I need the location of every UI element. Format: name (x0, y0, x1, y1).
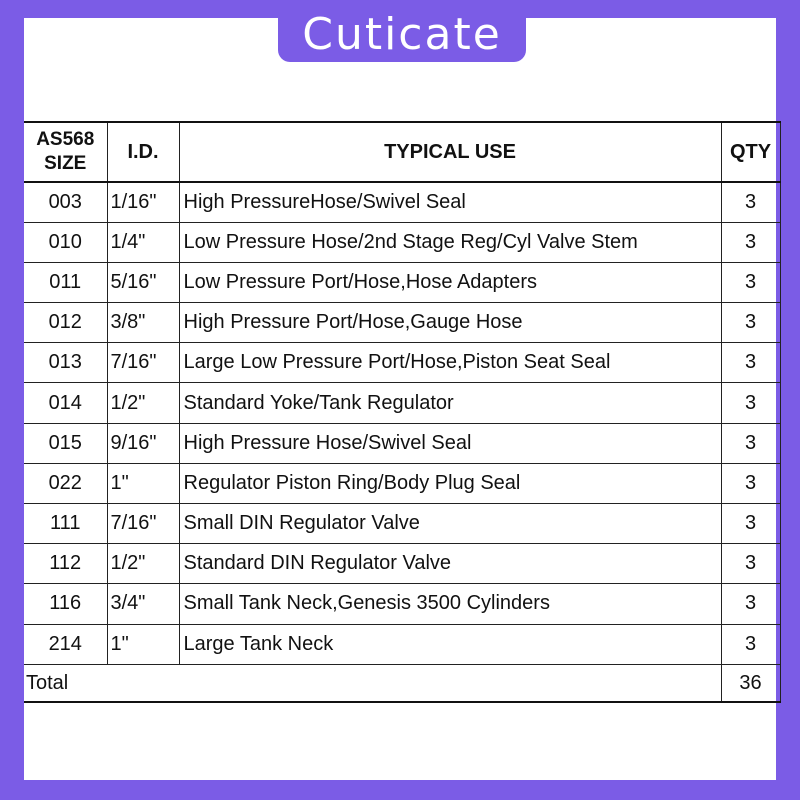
header-size-line2: SIZE (44, 153, 87, 174)
qty-cell: 3 (721, 222, 780, 262)
table-row (24, 303, 780, 343)
use-cell: Small Tank Neck,Genesis 3500 Cylinders (179, 584, 721, 624)
size-cell: 012 (24, 303, 107, 343)
table-row (24, 182, 780, 222)
table-row (24, 504, 780, 544)
size-cell: 022 (24, 463, 107, 503)
size-cell: 011 (24, 262, 107, 302)
use-cell: Large Low Pressure Port/Hose,Piston Seat Seal (179, 343, 721, 383)
id-cell: 3/4" (107, 584, 179, 624)
use-cell: Low Pressure Port/Hose,Hose Adapters (179, 262, 721, 302)
total-blank-cell (107, 664, 179, 702)
qty-cell: 3 (721, 182, 780, 222)
qty-cell: 3 (721, 303, 780, 343)
header-qty: QTY (721, 122, 780, 182)
total-label: Total (24, 664, 107, 702)
size-cell: 014 (24, 383, 107, 423)
qty-cell: 3 (721, 624, 780, 664)
size-cell: 003 (24, 182, 107, 222)
qty-cell: 3 (721, 423, 780, 463)
table-row (24, 262, 780, 302)
table-row (24, 383, 780, 423)
size-cell: 015 (24, 423, 107, 463)
use-cell: Large Tank Neck (179, 624, 721, 664)
table-header-row (24, 122, 780, 182)
id-cell: 1" (107, 463, 179, 503)
qty-cell: 3 (721, 544, 780, 584)
use-cell: Regulator Piston Ring/Body Plug Seal (179, 463, 721, 503)
total-qty: 36 (721, 664, 780, 702)
use-cell: High Pressure Port/Hose,Gauge Hose (179, 303, 721, 343)
table-row (24, 584, 780, 624)
table-row (24, 222, 780, 262)
total-row (24, 664, 780, 702)
size-cell: 013 (24, 343, 107, 383)
qty-cell: 3 (721, 584, 780, 624)
use-cell: Low Pressure Hose/2nd Stage Reg/Cyl Valve Stem (179, 222, 721, 262)
total-blank-cell (179, 664, 721, 702)
id-cell: 1/2" (107, 544, 179, 584)
table-row (24, 423, 780, 463)
id-cell: 7/16" (107, 343, 179, 383)
table-row (24, 624, 780, 664)
table-row (24, 463, 780, 503)
use-cell: Standard DIN Regulator Valve (179, 544, 721, 584)
qty-cell: 3 (721, 262, 780, 302)
id-cell: 9/16" (107, 423, 179, 463)
size-cell: 112 (24, 544, 107, 584)
use-cell: High Pressure Hose/Swivel Seal (179, 423, 721, 463)
header-size-line1: AS568 (36, 129, 95, 150)
qty-cell: 3 (721, 343, 780, 383)
id-cell: 1/2" (107, 383, 179, 423)
table-row (24, 343, 780, 383)
id-cell: 3/8" (107, 303, 179, 343)
header-size (24, 122, 107, 182)
qty-cell: 3 (721, 463, 780, 503)
id-cell: 1/4" (107, 222, 179, 262)
size-cell: 116 (24, 584, 107, 624)
id-cell: 5/16" (107, 262, 179, 302)
id-cell: 7/16" (107, 504, 179, 544)
size-cell: 111 (24, 504, 107, 544)
id-cell: 1/16" (107, 182, 179, 222)
table-row (24, 544, 780, 584)
use-cell: Standard Yoke/Tank Regulator (179, 383, 721, 423)
size-cell: 010 (24, 222, 107, 262)
qty-cell: 3 (721, 504, 780, 544)
size-cell: 214 (24, 624, 107, 664)
qty-cell: 3 (721, 383, 780, 423)
brand-logo: Cuticate (278, 6, 526, 62)
use-cell: Small DIN Regulator Valve (179, 504, 721, 544)
header-id: I.D. (107, 122, 179, 182)
id-cell: 1" (107, 624, 179, 664)
use-cell: High PressureHose/Swivel Seal (179, 182, 721, 222)
header-typical-use: TYPICAL USE (179, 122, 721, 182)
o-ring-size-table (24, 121, 781, 703)
